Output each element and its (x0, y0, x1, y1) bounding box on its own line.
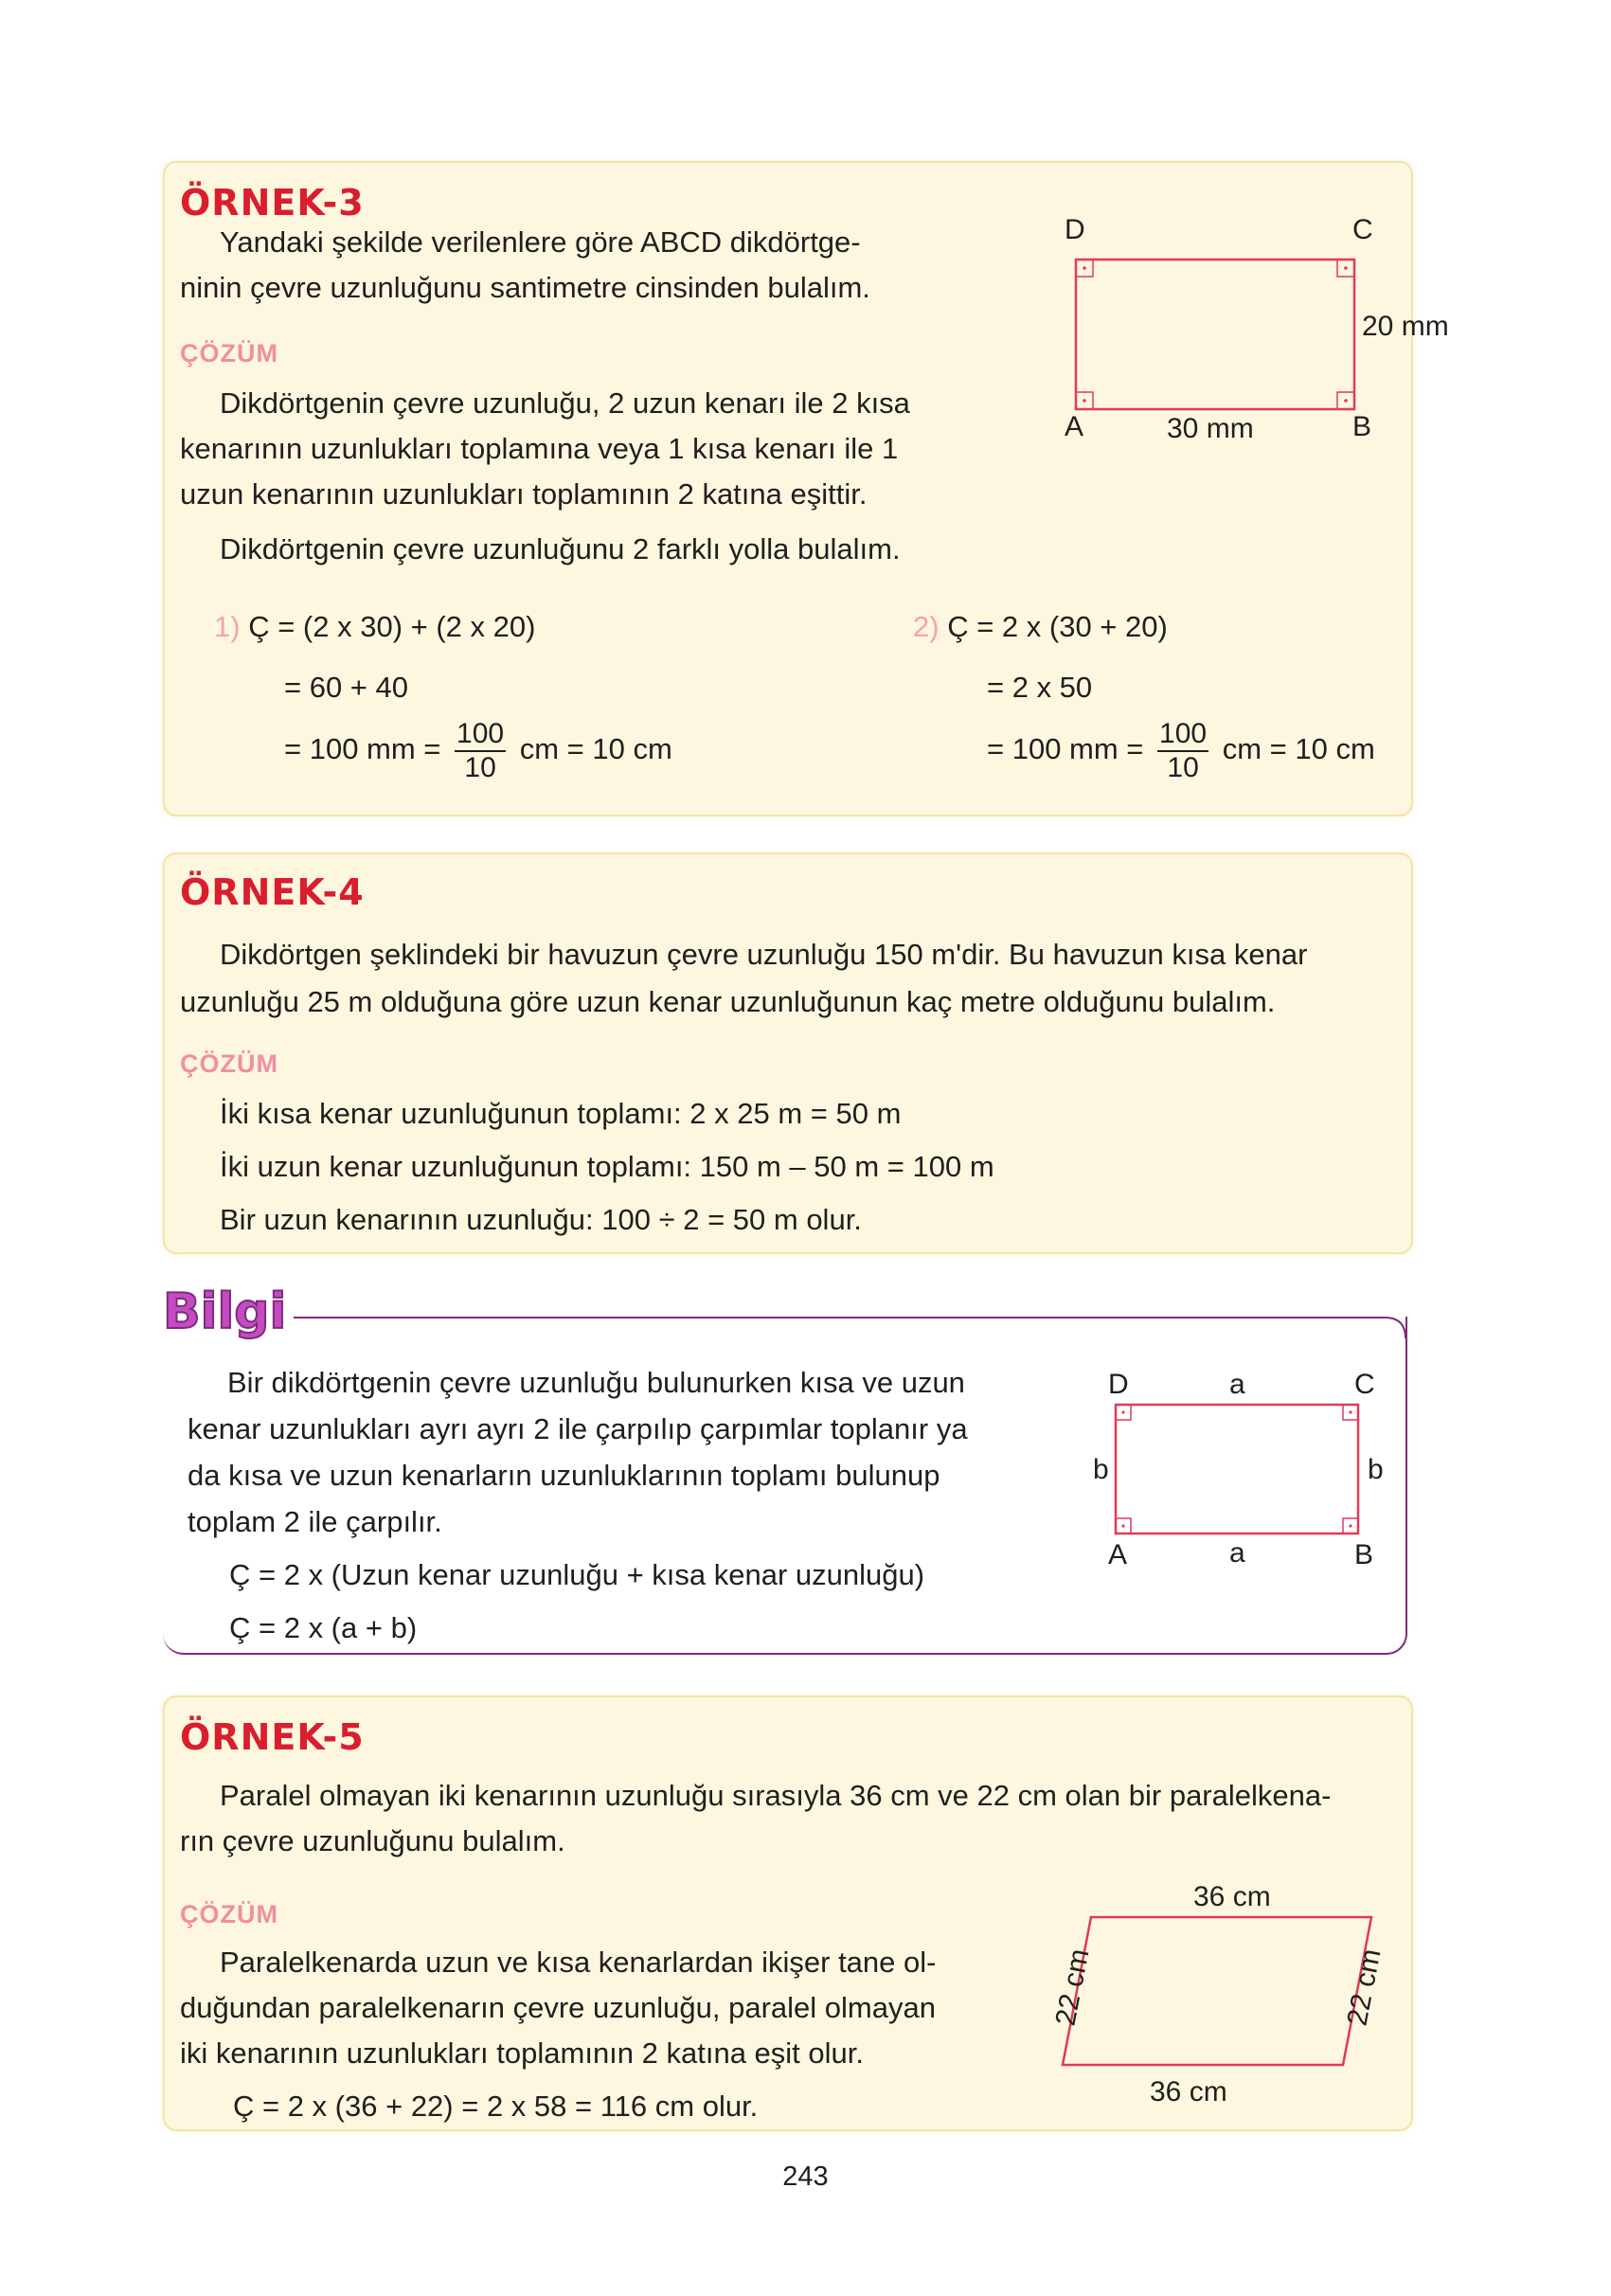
example-5-problem-line1: Paralel olmayan iki kenarının uzunluğu sırasıyla 36 cm ve 22 cm olan bir paralelkena- (220, 1779, 1332, 1812)
example-3-solution-line3: uzun kenarının uzunlukları toplamının 2 katına eşittir. (180, 477, 868, 511)
bilgi-label-a-bottom: a (1229, 1537, 1245, 1569)
parallelogram-figure (1008, 1868, 1405, 2114)
example-3-rectangle-figure (989, 210, 1449, 457)
example-5-solution-line1: Paralelkenarda uzun ve kısa kenarlardan ikişer tane ol- (220, 1946, 937, 1979)
example-4-step3: Bir uzun kenarının uzunluğu: 100 ÷ 2 = 50 m olur. (220, 1203, 862, 1236)
example-3-label-D: D (1065, 214, 1085, 245)
example-3-label-B: B (1352, 411, 1372, 442)
parallelogram-top-label: 36 cm (1193, 1881, 1271, 1912)
method-2-line1 (913, 610, 1168, 644)
example-3-problem-line1: Yandaki şekilde verilenlere göre ABCD dikdörtge- (220, 225, 861, 259)
example-4-problem-line2: uzunluğu 25 m olduğuna göre uzun kenar uzunluğunun kaç metre olduğunu bulalım. (180, 985, 1276, 1018)
method-1-numerator: 100 (455, 718, 506, 752)
bilgi-line1: Bir dikdörtgenin çevre uzunluğu bulunurken kısa ve uzun (227, 1366, 965, 1399)
bilgi-label-B: B (1354, 1539, 1374, 1570)
parallelogram-right-label: 22 cm (1341, 1946, 1387, 2029)
method-1-line3-pre: = 100 mm = (284, 732, 441, 766)
bilgi-rectangle-figure (1082, 1367, 1404, 1594)
bilgi-label-b-left: b (1093, 1454, 1109, 1485)
example-5-box (163, 1695, 1413, 2131)
bilgi-section (163, 1283, 1409, 1662)
method-1-line3-post: cm = 10 cm (519, 732, 672, 766)
bilgi-formula1: Ç = 2 x (Uzun kenar uzunluğu + kısa kenar uzunluğu) (229, 1558, 925, 1591)
example-3-title: ÖRNEK-3 (180, 182, 365, 224)
parallelogram-bottom-label: 36 cm (1150, 2076, 1227, 2108)
method-1-denominator: 10 (464, 752, 496, 783)
bilgi-label-b-right: b (1368, 1454, 1384, 1485)
parallelogram-left-label: 22 cm (1049, 1946, 1096, 2029)
example-4-title: ÖRNEK-4 (180, 871, 365, 913)
example-5-solution-line2: duğundan paralelkenarın çevre uzunluğu, paralel olmayan (180, 1991, 936, 2024)
method-2-line2: = 2 x 50 (987, 671, 1093, 704)
example-4-step1: İki kısa kenar uzunluğunun toplamı: 2 x 25 m = 50 m (220, 1097, 902, 1130)
example-5-solution-line3: iki kenarının uzunlukları toplamının 2 katına eşit olur. (180, 2036, 865, 2070)
example-3-problem-line2: ninin çevre uzunluğunu santimetre cinsinden bulalım. (180, 271, 870, 304)
method-1-line2: = 60 + 40 (284, 671, 409, 704)
bilgi-line2: kenar uzunlukları ayrı ayrı 2 ile çarpılıp çarpımlar toplanır ya (188, 1412, 968, 1445)
example-3-label-A: A (1065, 411, 1084, 442)
method-2-marker: 2) (913, 610, 940, 643)
example-4-solution-label: ÇÖZÜM (180, 1049, 278, 1078)
example-5-solution-label: ÇÖZÜM (180, 1900, 278, 1928)
method-2-line3 (987, 718, 1375, 784)
bilgi-label-D: D (1108, 1369, 1129, 1400)
example-3-solution-line2: kenarının uzunlukları toplamına veya 1 kısa kenarı ile 1 (180, 432, 899, 465)
method-1-line1 (214, 610, 535, 644)
bilgi-title: Bilgi (163, 1283, 287, 1340)
method-2-formula: Ç = 2 x (30 + 20) (947, 610, 1168, 643)
example-4-box (163, 852, 1413, 1254)
page-number: 243 (782, 2161, 829, 2192)
example-4-step2: İki uzun kenar uzunluğunun toplamı: 150 m – 50 m = 100 m (220, 1150, 994, 1183)
method-2-fraction (1157, 718, 1208, 784)
method-1-line3 (284, 718, 672, 784)
bilgi-formula2: Ç = 2 x (a + b) (229, 1611, 418, 1644)
example-3-solution-line4: Dikdörtgenin çevre uzunluğunu 2 farklı yolla bulalım. (220, 532, 901, 565)
method-2-line3-post: cm = 10 cm (1222, 732, 1375, 766)
method-2-line3-pre: = 100 mm = (987, 732, 1144, 766)
example-3-width-label: 30 mm (1167, 413, 1254, 444)
method-2-numerator: 100 (1157, 718, 1208, 752)
bilgi-line4: toplam 2 ile çarpılır. (188, 1505, 442, 1538)
example-3-solution-label: ÇÖZÜM (180, 339, 278, 368)
example-3-label-C: C (1352, 214, 1373, 245)
example-3-solution-line1: Dikdörtgenin çevre uzunluğu, 2 uzun kenarı ile 2 kısa (220, 386, 910, 420)
example-4-problem-line1: Dikdörtgen şeklindeki bir havuzun çevre uzunluğu 150 m'dir. Bu havuzun kısa kenar (220, 938, 1308, 971)
method-1-fraction (455, 718, 506, 784)
method-1-marker: 1) (214, 610, 241, 643)
example-3-box (163, 161, 1449, 816)
example-5-problem-line2: rın çevre uzunluğunu bulalım. (180, 1824, 565, 1857)
example-5-title: ÖRNEK-5 (180, 1716, 365, 1758)
bilgi-line3: da kısa ve uzun kenarların uzunluklarının toplamı bulunup (188, 1459, 940, 1492)
example-3-height-label: 20 mm (1362, 311, 1449, 342)
bilgi-label-a-top: a (1229, 1369, 1245, 1400)
method-2-denominator: 10 (1167, 752, 1199, 783)
method-1-formula: Ç = (2 x 30) + (2 x 20) (248, 610, 536, 643)
bilgi-label-A: A (1108, 1539, 1128, 1570)
example-5-formula: Ç = 2 x (36 + 22) = 2 x 58 = 116 cm olur. (233, 2090, 759, 2123)
bilgi-label-C: C (1354, 1369, 1375, 1400)
